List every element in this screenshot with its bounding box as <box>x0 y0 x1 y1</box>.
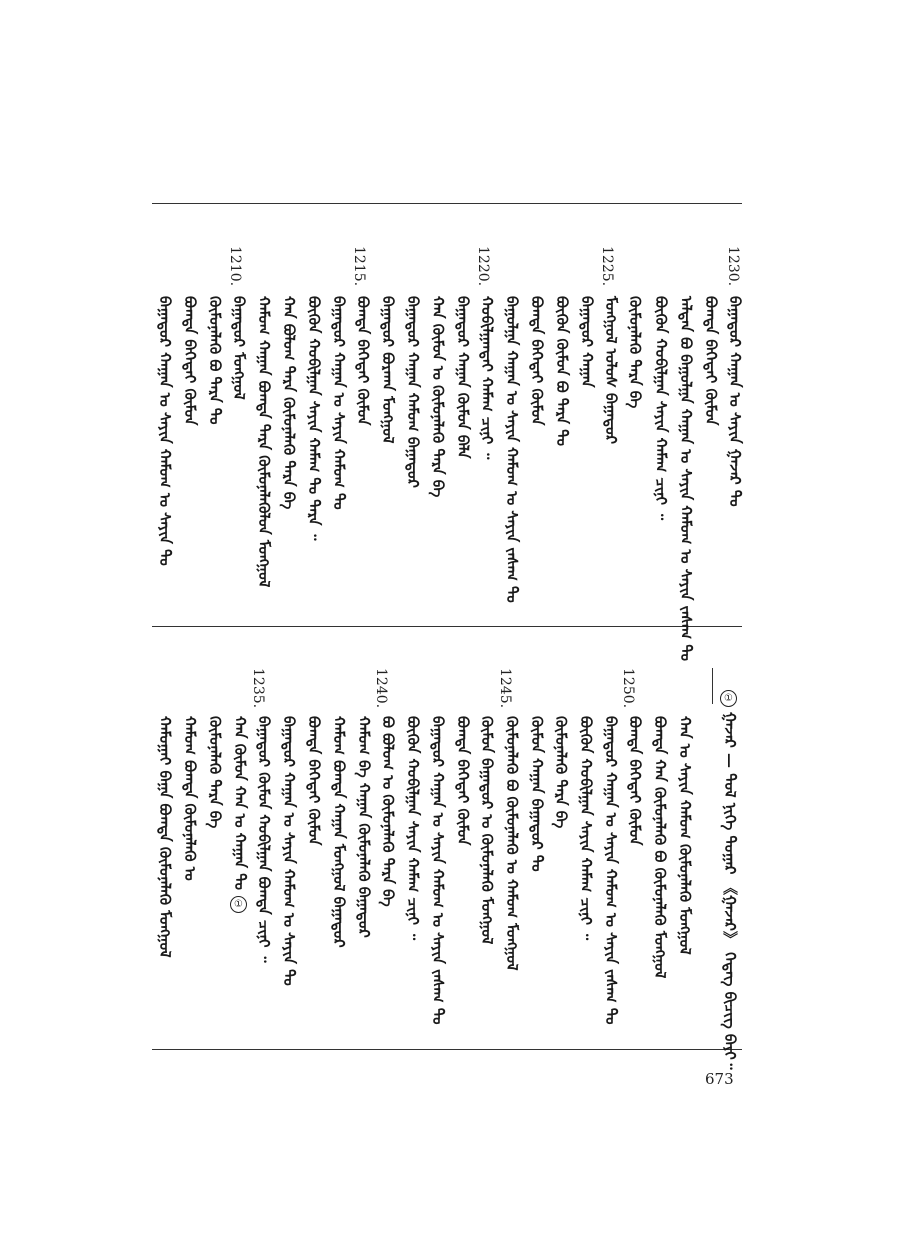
line-number-1220: 1220. <box>475 246 491 287</box>
verse-column: ᠬᠤᠪᠢᠯᠭᠠᠨᠲᠠᠢ ᠬᠠᠮᠠᠭ ᠴᠢᠨᠢ ᠃ <box>478 296 496 460</box>
verse-column: ᠬᠠᠮᠤᠭ ᠪᠠ ᠬᠠᠭᠠᠨ ᠬᠦᠮᠦᠨᠡᠯᠡᠬᠦ ᠪᠠᠭᠠᠲᠤᠷ <box>355 716 373 938</box>
verse-column: ᠪᠦᠬᠦᠨ ᠬᠦᠮᠦᠨ ᠪᠤ ᠲᠡᠷᠡ ᠲᠤ <box>553 296 571 446</box>
verse-column: ᠪᠦᠬᠦᠨ ᠬᠤᠪᠢᠯᠭᠠᠨ ᠰᠠᠶᠢᠨ ᠬᠠᠮᠠᠭ ᠴᠢᠨᠢ ᠃ <box>652 296 670 521</box>
verse-column: ᠬᠦᠮᠦᠨᠡᠯᠡᠬᠦ ᠲᠡᠷᠡ ᠪᠡ <box>552 716 570 829</box>
verse-column: ᠬᠠᠨ ᠬᠦᠮᠦᠨ ᠤ ᠬᠦᠮᠦᠨᠡᠯᠡᠬᠦ ᠲᠡᠷᠡ ᠪᠡ <box>429 296 447 498</box>
verse-column: ᠮᠣᠩᠭᠣᠯ ᠤᠯᠤᠰ ᠪᠠᠭᠠᠲᠤᠷ <box>602 296 620 445</box>
verse-column: ᠪᠠᠭᠠᠲᠤᠷ ᠬᠠᠭᠠᠨ ᠤ ᠰᠠᠶᠢᠨ ᠬᠠᠮᠤᠭ ᠤ ᠰᠠᠶᠢᠨ ᠵᠠᠰᠠᠭ ᠲᠤ <box>602 716 620 1025</box>
verse-column: ᠪᠠᠭᠠᠲᠤᠷ ᠮᠣᠩᠭᠣᠯ <box>230 296 248 400</box>
line-number-1235: 1235. <box>250 668 266 709</box>
verse-column: ᠬᠠᠮᠤᠭᠠᠢ ᠪᠠᠭᠠ ᠪᠤᠭᠳᠠ ᠬᠦᠮᠦᠨᠡᠯᠡᠬᠦ ᠮᠣᠩᠭᠣᠯ <box>156 716 174 958</box>
verse-column: ᠪᠠᠭᠤᠯᠭᠠ ᠬᠠᠭᠠᠨ ᠤ ᠰᠠᠶᠢᠨ ᠬᠠᠮᠤᠭ ᠤ ᠰᠠᠶᠢᠨ ᠵᠠᠰᠠᠭ ᠲᠤ <box>503 296 521 603</box>
verse-column: ᠪᠤᠭᠳᠠ ᠪᠡᠭᠡᠳᠡᠢ ᠬᠦᠮᠦᠨ <box>702 296 720 426</box>
verse-column: ᠬᠦᠮᠦᠨᠡᠯᠡᠬᠦ ᠲᠡᠷᠡ ᠪᠡ <box>626 296 644 409</box>
footnote-text: ᠭᠠᠵᠠᠷ — ᠳᠤᠯ ᠨᠢᠭᠡ ᠳᠤᠭᠠᠷ 《ᠭᠠᠵᠠᠷ》 ᠭᠡᠳᠡᠭ ᠪᠢᠴᠢᠭ ᠪᠠᠶᠢ᠃ <box>721 712 739 1070</box>
line-number-1245: 1245. <box>497 668 513 709</box>
verse-column: ᠪᠤᠭᠳᠠ ᠬᠠᠨ ᠬᠦᠮᠦᠨᠡᠯᠡᠬᠦ ᠪᠤ ᠬᠦᠮᠦᠨᠡᠯᠡᠬᠦ ᠮᠣᠩᠭᠣᠯ <box>651 716 669 979</box>
verse-column: ᠪᠤᠭᠳᠠ ᠪᠡᠭᠡᠳᠡᠢ ᠬᠦᠮᠦᠨ <box>626 716 644 846</box>
bottom-rule <box>152 1049 742 1050</box>
verse-column: ᠪᠠᠭᠠᠲᠤᠷ ᠬᠦᠮᠦᠨ ᠬᠤᠪᠢᠯᠭᠠᠨ ᠪᠤᠭᠳᠠ ᠴᠢᠨᠢ ᠃ <box>255 716 273 963</box>
line-number-1210: 1210. <box>227 246 243 287</box>
footnote-marker: ① <box>720 690 737 707</box>
verse-column: ᠬᠠᠮᠤᠭ ᠬᠠᠭᠠᠨ ᠪᠤᠭᠳᠠ ᠲᠡᠷᠡ ᠬᠦᠮᠦᠨᠡᠯᠡᠬᠦᠯᠦᠨ ᠮᠣᠩᠭᠣᠯ <box>255 296 273 588</box>
verse-column: ᠪᠠᠭᠠᠲᠤᠷ ᠪᠤᠷᠬᠠᠨ ᠮᠣᠩᠭᠣᠯ <box>379 296 397 444</box>
verse-column: ᠪᠠᠭᠠᠲᠤᠷ ᠬᠠᠭᠠᠨ ᠤ ᠰᠠᠶᠢᠨ ᠭᠠᠵᠠᠷ ᠲᠤ <box>726 296 744 507</box>
verse-column: ᠬᠠᠮᠤᠭ ᠪᠤᠭᠳᠠ ᠬᠦᠮᠦᠨᠡᠯᠡᠬᠦ ᠤ <box>181 716 199 881</box>
verse-column: ᠪᠣ ᠪᠤᠯᠤᠭ ᠤ ᠬᠦᠮᠦᠨᠡᠯᠡᠬᠦ ᠲᠡᠷᠡ ᠪᠡ <box>379 716 397 907</box>
verse-column: ᠪᠤᠭᠳᠠ ᠪᠡᠭᠡᠳᠡᠢ ᠬᠦᠮᠦᠨ <box>354 296 372 426</box>
verse-column: ᠪᠤᠭᠳᠠ ᠪᠡᠭᠡᠳᠡᠢ ᠬᠦᠮᠦᠨ <box>454 716 472 846</box>
verse-column: ᠬᠦᠮᠦᠨᠡᠯᠡᠬᠦ ᠪᠤ ᠲᠡᠷᠡ ᠲᠤ <box>206 296 224 425</box>
top-rule <box>152 203 742 204</box>
verse-column: ᠬᠦᠮᠦᠨ ᠬᠠᠭᠠᠨ ᠪᠠᠭᠠᠲᠤᠷ ᠲᠤ <box>528 716 546 872</box>
verse-column: ᠪᠠᠭᠠᠲᠤᠷ ᠬᠠᠭᠠᠨ ᠤ ᠰᠠᠶᠢᠨ ᠬᠠᠮᠤᠭ ᠤ ᠰᠠᠶᠢᠨ ᠵᠠᠰᠠᠭ ᠲᠤ <box>429 716 447 1025</box>
verse-column: ᠪᠦᠬᠦᠨ ᠬᠤᠪᠢᠯᠭᠠᠨ ᠰᠠᠶᠢᠨ ᠬᠠᠮᠠᠭ ᠴᠢᠨᠢ ᠃ <box>577 716 595 941</box>
verse-column: ᠪᠤᠭᠳᠠ ᠪᠡᠭᠡᠳᠡᠢ ᠬᠦᠮᠦᠨ <box>305 716 323 846</box>
line-number-1250: 1250. <box>620 668 636 709</box>
line-number-1230: 1230. <box>725 246 741 287</box>
verse-column: ᠪᠠᠭᠠᠲᠤᠷ ᠬᠠᠭᠠᠨ ᠬᠦᠮᠦᠨ ᠪᠡᠯᠡ <box>454 296 472 459</box>
line-number-1215: 1215. <box>351 246 367 287</box>
verse-column: ᠬᠦᠮᠦᠨ ᠪᠠᠭᠠᠲᠤᠷ ᠤ ᠬᠦᠮᠦᠨᠡᠯᠡᠬᠦ ᠮᠣᠩᠭᠣᠯ <box>478 716 496 945</box>
verse-column: ᠬᠦᠮᠦᠨᠡᠯᠡᠬᠦ ᠲᠡᠷᠡ ᠪᠡ <box>206 716 224 829</box>
line-number-1225: 1225. <box>599 246 615 287</box>
verse-column: ᠬᠦᠮᠦᠨᠡᠯᠡᠬᠦ ᠪᠤ ᠬᠦᠮᠦᠨᠡᠯᠡᠬᠦ ᠤ ᠬᠠᠮᠤᠭ ᠮᠣᠩᠭᠣᠯ <box>503 716 521 971</box>
middle-rule <box>152 626 742 627</box>
verse-column: ᠪᠦᠬᠦᠨ ᠬᠤᠪᠢᠯᠭᠠᠨ ᠰᠠᠶᠢᠨ ᠬᠠᠮᠠᠭ ᠴᠢᠨᠢ ᠃ <box>404 716 422 941</box>
verse-column: ᠪᠠᠭᠠᠲᠤᠷ ᠬᠠᠭᠠᠨ ᠬᠠᠮᠤᠭ ᠪᠠᠭᠠᠲᠤᠷ <box>404 296 422 488</box>
verse-column: ᠪᠠᠭᠠᠲᠤᠷ ᠬᠠᠭᠠᠨ ᠤ ᠰᠠᠶᠢᠨ ᠬᠠᠮᠤᠭ ᠲᠤ <box>330 296 348 510</box>
page-number: 673 <box>705 1070 734 1088</box>
verse-column: ᠪᠦᠬᠦᠨ ᠬᠤᠪᠢᠯᠭᠠᠨ ᠰᠠᠶᠢᠨ ᠬᠠᠮᠠᠭ ᠲᠤ ᠲᠡᠷᠡ ᠃ <box>305 296 323 541</box>
line-number-1240: 1240. <box>373 668 389 709</box>
verse-column: ᠠᠯᠲᠠᠨ ᠪᠤ ᠪᠠᠭᠤᠯᠭᠠ ᠬᠠᠭᠠᠨ ᠤ ᠰᠠᠶᠢᠨ ᠬᠠᠮᠤᠭ ᠤ ᠰᠠᠶᠢᠨ ᠵᠠᠰᠠᠭ ᠲᠤ <box>677 296 695 662</box>
footnote-rule <box>712 668 713 704</box>
footnote-reference: ① <box>230 896 247 913</box>
verse-column: ᠪᠠᠭᠠᠲᠤᠷ ᠬᠠᠭᠠᠨ ᠤ ᠰᠠᠶᠢᠨ ᠬᠠᠮᠤᠭ ᠤ ᠰᠠᠶᠢᠨ ᠲᠤ <box>280 716 298 986</box>
verse-column: ᠪᠠᠭᠠᠲᠤᠷ ᠬᠠᠭᠠᠨ <box>578 296 596 388</box>
verse-column: ᠬᠠᠨ ᠤ ᠰᠠᠶᠢᠨ ᠬᠠᠮᠤᠭ ᠬᠦᠮᠦᠨᠡᠯᠡᠬᠦ ᠮᠣᠩᠭᠣᠯ <box>676 716 694 955</box>
verse-column: ᠪᠤᠭᠳᠠ ᠪᠡᠭᠡᠳᠡᠢ ᠬᠦᠮᠦᠨ <box>528 296 546 426</box>
verse-column: ᠪᠠᠭᠠᠲᠤᠷ ᠬᠠᠭᠠᠨ ᠤ ᠰᠠᠶᠢᠨ ᠬᠠᠮᠤᠭ ᠤ ᠰᠠᠶᠢᠨ ᠲᠤ <box>156 296 174 566</box>
verse-column: ᠬᠠᠮᠤᠭ ᠪᠤᠭᠳᠠ ᠬᠠᠭᠠᠨ ᠮᠣᠩᠭᠣᠯ ᠪᠠᠭᠠᠲᠤᠷ <box>330 716 348 948</box>
verse-column: ᠬᠠᠨ ᠬᠦᠮᠦᠨ ᠬᠠᠨ ᠤ ᠬᠠᠭᠠᠨ ᠲᠤ <box>231 716 249 890</box>
verse-column: ᠬᠠᠨ ᠪᠤᠯᠤᠭ ᠲᠡᠷᠡ ᠬᠦᠮᠦᠨᠡᠯᠡᠬᠦ ᠲᠡᠷᠡ ᠪᠡ <box>280 296 298 510</box>
verse-column: ᠪᠤᠭᠳᠠ ᠪᠡᠭᠡᠳᠡᠢ ᠬᠦᠮᠦᠨ <box>181 296 199 426</box>
